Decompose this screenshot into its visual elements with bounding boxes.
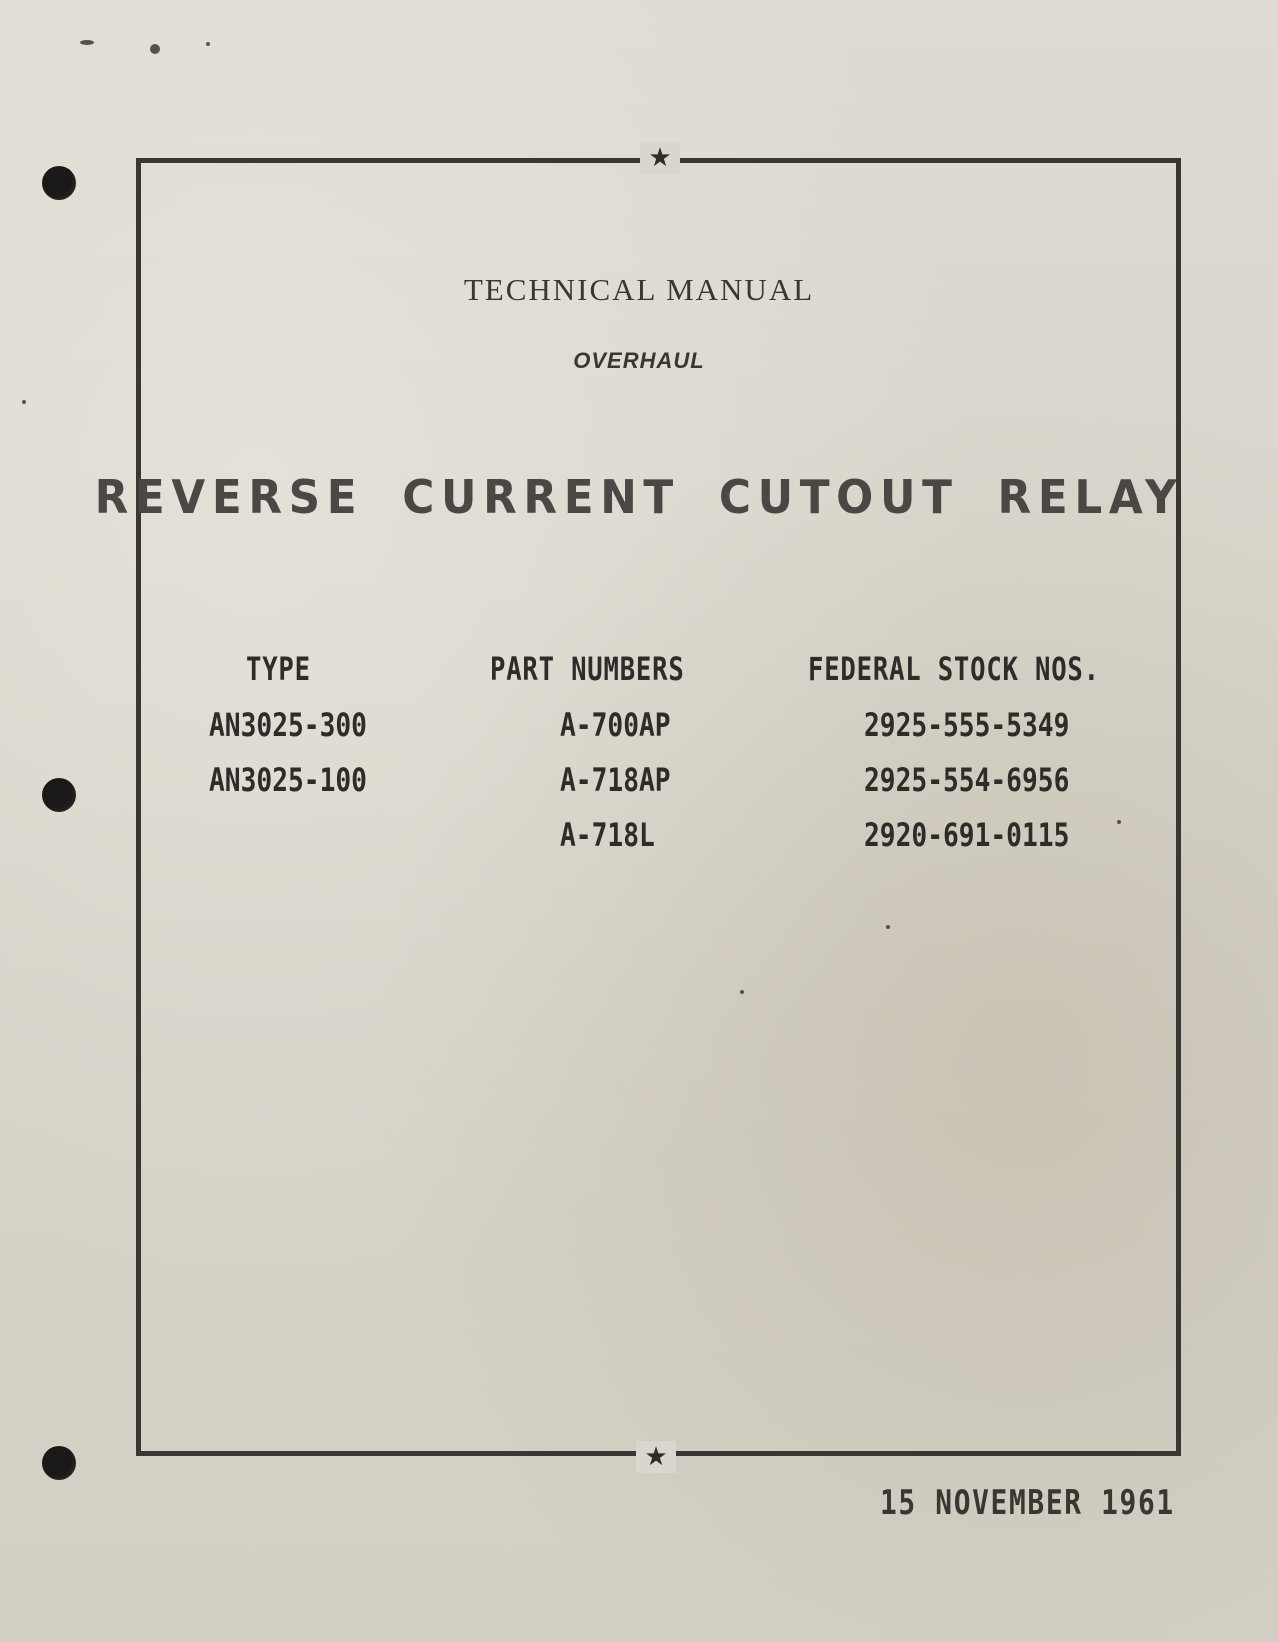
type-header: TYPE: [246, 650, 311, 688]
manual-title: TECHNICAL MANUAL: [463, 272, 815, 307]
star-icon: ★: [636, 1441, 676, 1473]
binder-hole-icon: [42, 778, 76, 812]
publication-date: 15 NOVEMBER 1961: [880, 1483, 1175, 1523]
binder-hole-icon: [42, 166, 76, 200]
part-numbers-header: PART NUMBERS: [490, 650, 685, 688]
type-value: AN3025-100: [209, 761, 367, 799]
stock-number: 2925-555-5349: [864, 706, 1070, 744]
part-number: A-718L: [560, 816, 655, 854]
type-value: AN3025-300: [209, 706, 367, 744]
star-icon: ★: [640, 142, 680, 174]
binder-hole-icon: [42, 1446, 76, 1480]
part-number: A-700AP: [560, 706, 671, 744]
document-title: REVERSE CURRENT CUTOUT RELAY: [94, 470, 1184, 524]
speck: [206, 42, 210, 46]
stock-numbers-header: FEDERAL STOCK NOS.: [808, 650, 1100, 688]
stock-number: 2920-691-0115: [864, 816, 1070, 854]
manual-subtitle: OVERHAUL: [573, 348, 705, 373]
speck: [22, 400, 26, 404]
speck: [150, 44, 160, 54]
speck: [80, 40, 94, 45]
stock-numbers-column: [808, 650, 1173, 854]
stock-number: 2925-554-6956: [864, 761, 1070, 799]
type-column: [209, 650, 402, 799]
part-numbers-column: [490, 650, 733, 854]
part-number: A-718AP: [560, 761, 671, 799]
